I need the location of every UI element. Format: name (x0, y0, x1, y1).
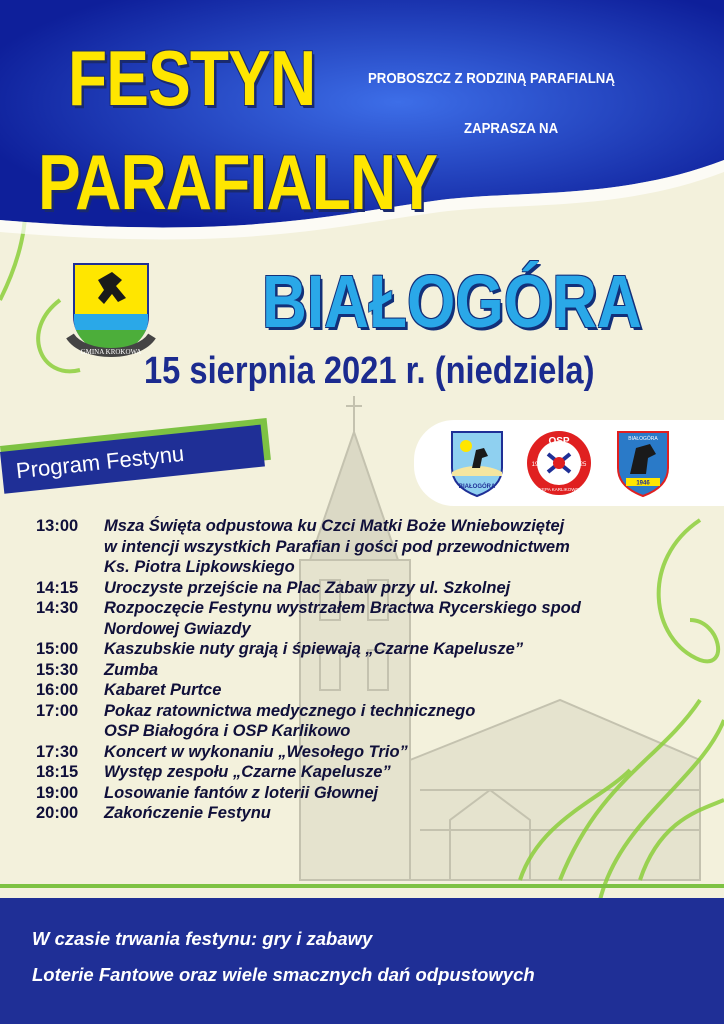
schedule-description (104, 516, 716, 578)
schedule-description (104, 803, 716, 824)
schedule-item (36, 639, 716, 660)
logos-panel (414, 420, 724, 506)
gmina-krokowa-crest (64, 258, 158, 362)
schedule-item (36, 578, 716, 599)
schedule-description (104, 660, 716, 681)
schedule-description-line: Występ zespołu „Czarne Kapelusze” (104, 763, 391, 781)
schedule-description-line: Ks. Piotra Lipkowskiego (104, 558, 295, 576)
schedule-description (104, 680, 716, 701)
program-title: Program Festynu (14, 440, 186, 484)
schedule-time: 14:15 (36, 578, 79, 597)
event-date: 15 sierpnia 2021 r. (niedziela) (144, 350, 595, 392)
bialogora-emblem (442, 428, 512, 498)
schedule-item (36, 803, 716, 824)
schedule-description (104, 762, 716, 783)
title-line-2: PARAFIALNY (38, 138, 438, 226)
schedule-description (104, 783, 716, 804)
schedule-description-line: Losowanie fantów z loterii Głownej (104, 783, 379, 802)
schedule-item (36, 598, 716, 639)
schedule-item (36, 660, 716, 681)
schedule-time: 20:00 (36, 804, 79, 822)
schedule-time: 19:00 (36, 783, 79, 802)
bractwo-name: BIAŁOGÓRA (628, 436, 658, 442)
schedule-description-line: Pokaz ratownictwa medycznego i technicznego (104, 701, 476, 720)
schedule-description-line: w intencji wszystkich Parafian i gości pod przewodnictwem (104, 537, 570, 556)
schedule-description (104, 598, 716, 639)
footer (0, 898, 724, 1024)
schedule-time: 13:00 (36, 517, 79, 535)
invitation-line-2: ZAPRASZA NA (464, 120, 559, 137)
osp-year-left: 19 (531, 462, 539, 468)
schedule-description-line: Msza Święta odpustowa ku Czci Matki Boże Wniebowziętej (104, 517, 565, 535)
title-line-1: FESTYN (68, 34, 316, 122)
schedule-description (104, 701, 716, 742)
schedule-description (104, 578, 716, 599)
schedule-description (104, 639, 716, 660)
schedule-item (36, 762, 716, 783)
schedule-description-line: OSP Białogóra i OSP Karlikowo (104, 722, 351, 740)
osp-year-right: 25 (579, 462, 587, 468)
schedule-item (36, 516, 716, 578)
schedule-description-line: Kabaret Purtce (104, 681, 222, 699)
schedule-time: 14:30 (36, 599, 79, 617)
schedule-time: 15:00 (36, 640, 79, 658)
schedule-description-line: Koncert w wykonaniu „Wesołego Trio” (104, 742, 408, 761)
town-name: BIAŁOGÓRA (262, 260, 642, 343)
schedule-time: 17:30 (36, 742, 79, 761)
schedule-time: 18:15 (36, 763, 79, 781)
schedule-description-line: Uroczyste przejście na Plac Zabaw przy ul. Szkolnej (104, 578, 511, 597)
osp-label: OSP (548, 436, 570, 447)
invitation-line-1: PROBOSZCZ Z RODZINĄ PARAFIALNĄ (368, 70, 615, 87)
footer-line-1: W czasie trwania festynu: gry i zabawy (32, 928, 373, 949)
bractwo-year: 1946 (636, 480, 650, 487)
schedule-description-line: Rozpoczęcie Festynu wystrzałem Bractwa Rycerskiego spod (104, 599, 581, 617)
schedule-description-line: Zakończenie Festynu (104, 804, 271, 822)
schedule-description (104, 742, 716, 763)
schedule-time: 16:00 (36, 681, 79, 699)
crest-label: GMINA KROKOWA (80, 348, 142, 356)
schedule-description-line: Zumba (104, 660, 159, 679)
program-schedule (36, 516, 716, 824)
schedule-time: 15:30 (36, 660, 79, 679)
schedule-item (36, 680, 716, 701)
schedule-description-line: Kaszubskie nuty grają i śpiewają „Czarne Kapelusze” (104, 640, 524, 658)
osp-name: KĘPA KARLIKOWO (539, 487, 579, 492)
schedule-time: 17:00 (36, 701, 79, 720)
osp-kepa-karlikowo-logo (524, 428, 594, 498)
footer-line-2: Loterie Fantowe oraz wiele smacznych dań odpustowych (32, 964, 535, 985)
footer-accent-line (0, 884, 724, 888)
schedule-item (36, 742, 716, 763)
schedule-item (36, 783, 716, 804)
bialogora-emblem-label: BIAŁOGÓRA (458, 484, 496, 490)
bractwo-rycerskie-logo (608, 428, 678, 498)
sun-icon (460, 440, 472, 452)
schedule-item (36, 701, 716, 742)
schedule-description-line: Nordowej Gwiazdy (104, 619, 251, 638)
